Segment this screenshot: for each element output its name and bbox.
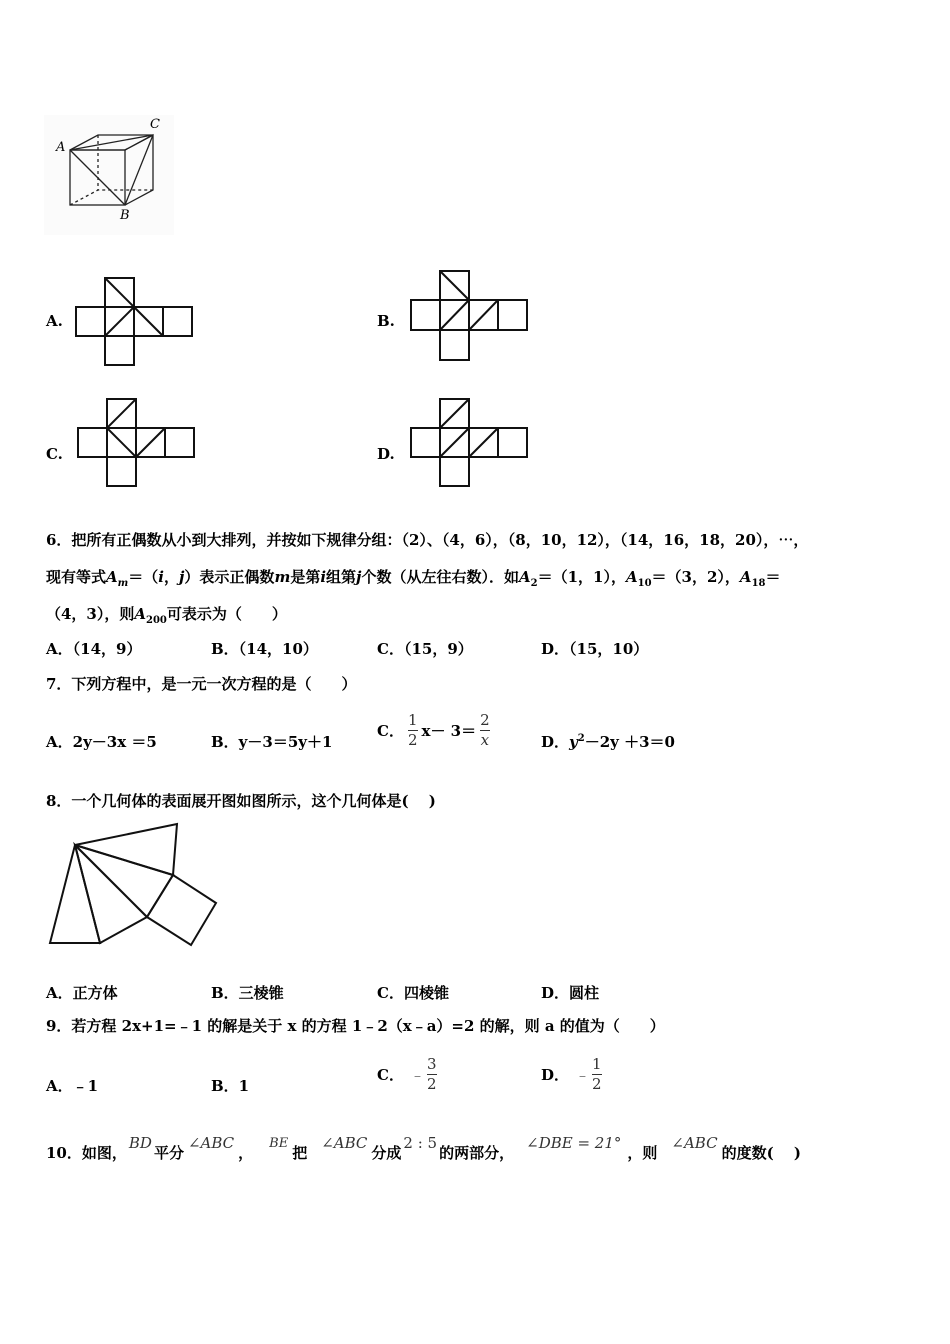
q10-math-bd: BD [128,1134,152,1152]
q8-option-a: A．正方体 [46,984,118,1002]
q6-line-2: 现有等式$A_m=(i$，j）表示正偶数m是第i组第j个数（从左往右数）．如$A_2=(1$，1），$A_{10}=(3$，2），$A_{18}=$ [46,568,781,589]
q5-option-b-label: B. [377,312,395,330]
q10-math-ratio: 2 : 5 [403,1134,438,1152]
q10-math-angle-abc-1: ∠ABC [187,1134,235,1152]
q10-math-angle-abc-3: ∠ABC [671,1134,718,1152]
q6-option-c: C．（15，9） [377,640,473,658]
q6-option-b: B．（14，10） [211,640,318,658]
cube-label-c: C [150,117,160,132]
q9-option-c-fraction: $\frac{3}{2}$ [426,1054,437,1093]
q10-math-be: BE [269,1135,289,1151]
q7-option-a: A．2y－3x ＝5 [46,733,157,751]
q8-net-figure [48,822,220,948]
q5-option-a-net [76,276,194,368]
q7-option-c: C． $\frac{1}{2}$ x－ 3＝ $\frac{2}{x}$ [377,710,490,749]
cube-drawing [44,115,174,235]
q9-stem: 9．若方程 2x+1=﹣1 的解是关于 x 的方程 1﹣2（x﹣a）=2 的解，则 a 的值为（ ） [46,1017,665,1035]
q6-line-1: 6．把所有正偶数从小到大排列，并按如下规律分组：（2）、（4，6），（8，10，12），（14，16，18，20），⋯， [46,531,809,549]
q10-stem: 10．如图， BD 平分 ∠ABC ， BE 把 ∠ABC 分成 2 : 5 的两部分， ∠DBE = 21° ，则 ∠ABC 的度数( ) [46,1134,802,1162]
cube-figure [44,115,174,235]
q10-math-angle-dbe: ∠DBE = 21° [526,1134,622,1152]
q9-option-a: A．﹣1 [46,1077,99,1095]
q5-option-c-net [78,397,196,489]
q5-option-d-label: D. [377,445,395,463]
q7-option-c-fraction-2: $\frac{2}{x}$ [480,710,490,749]
q8-stem: 8．一个几何体的表面展开图如图所示，这个几何体是( ) [46,792,436,810]
q7-option-b: B．y－3＝5y＋1 [211,733,333,751]
cube-label-b: B [120,208,130,223]
q6-line-3: （4，3），则$A_{200}$可表示为（ ） [46,605,287,626]
q9-option-b: B．1 [211,1077,250,1095]
q5-option-a-label: A. [46,312,63,330]
q10-math-angle-abc-2: ∠ABC [321,1134,368,1152]
q7-stem: 7．下列方程中，是一元一次方程的是（ ） [46,675,357,693]
q9-option-c: C． ﹣ $\frac{3}{2}$ [377,1054,437,1093]
q8-option-d: D．圆柱 [541,984,600,1002]
q5-option-d-net [411,397,529,489]
q8-option-b: B．三棱锥 [211,984,284,1002]
q7-option-c-fraction-1: $\frac{1}{2}$ [407,710,418,749]
q6-option-d: D．（15，10） [541,640,649,658]
q6-option-a: A．（14，9） [46,640,142,658]
q5-option-b-net [411,270,529,362]
q9-option-d-fraction: $\frac{1}{2}$ [592,1054,602,1093]
q9-option-d: D． ﹣ $\frac{1}{2}$ [541,1054,602,1093]
cube-label-a: A [56,140,66,155]
q7-option-d: D．$y^2-2y +3=0$ [541,733,675,751]
q8-option-c: C．四棱锥 [377,984,449,1002]
q5-option-c-label: C. [46,445,63,463]
